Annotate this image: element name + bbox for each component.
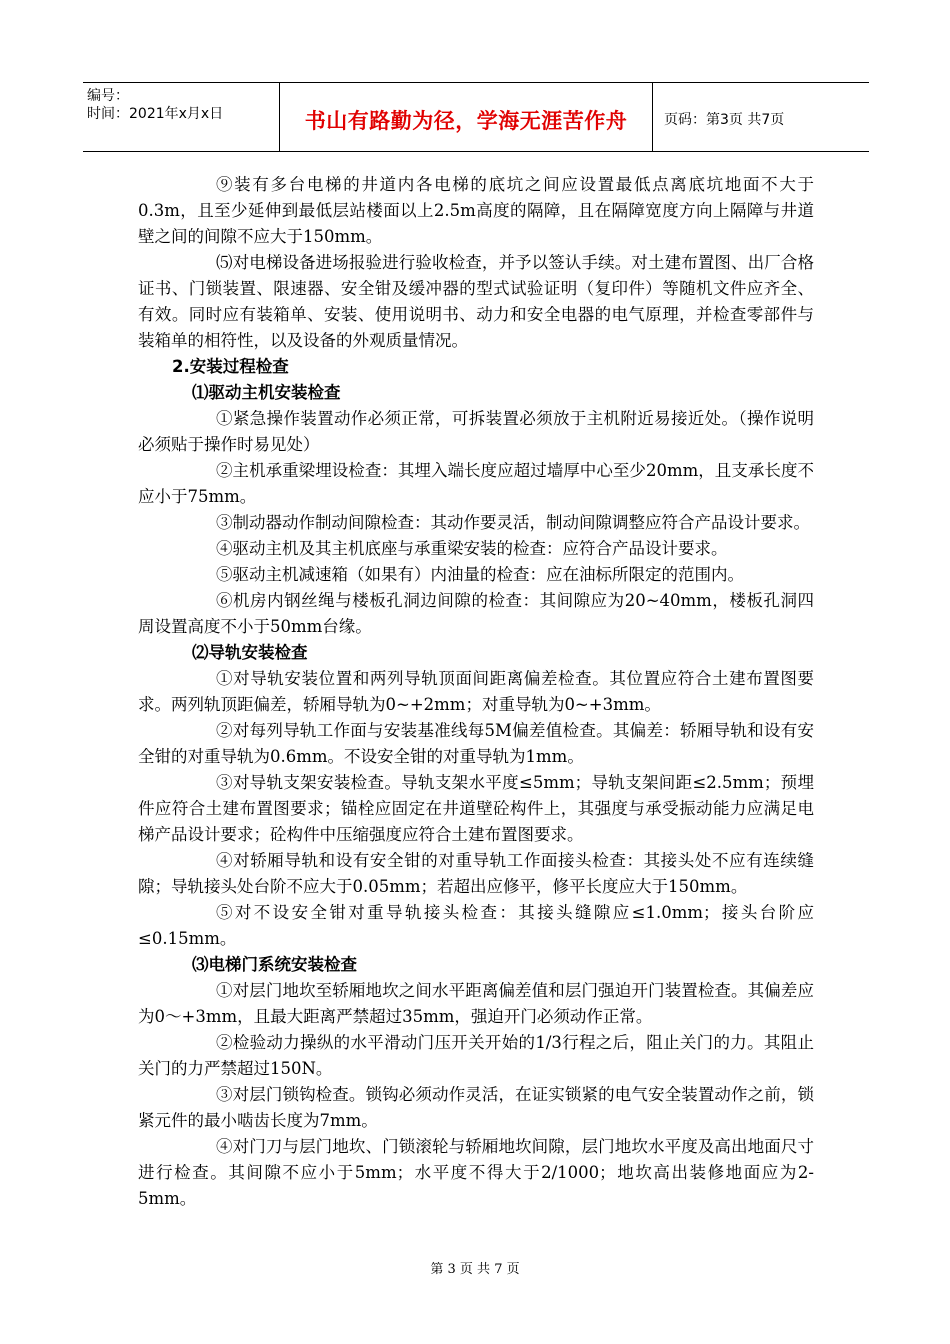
body-paragraph: ①对导轨安装位置和两列导轨顶面间距离偏差检查。其位置应符合土建布置图要求。两列轨顶距偏差，轿厢导轨为0~+2mm；对重导轨为0~+3mm。: [138, 669, 814, 714]
body-paragraph: ⑸对电梯设备进场报验进行验收检查，并予以签认手续。对土建布置图、出厂合格证书、门锁装置、限速器、安全钳及缓冲器的型式试验证明（复印件）等随机文件应齐全、有效。同时应有装箱单、安装、使用说明书、动力和安全电器的电气原理，并检查零部件与装箱单的相符性，以及设备的外观质量情况。: [138, 253, 814, 350]
body-paragraph: ④驱动主机及其主机底座与承重梁安装的检查：应符合产品设计要求。: [216, 539, 728, 558]
subsection-heading: ⑶电梯门系统安装检查: [192, 955, 357, 974]
body-paragraph: ②对每列导轨工作面与安装基准线每5M偏差值检查。其偏差：轿厢导轨和设有安全钳的对重导轨为0.6mm。不设安全钳的对重导轨为1mm。: [138, 721, 814, 766]
body-paragraph: ⑤驱动主机减速箱（如果有）内油量的检查：应在油标所限定的范围内。: [216, 565, 744, 584]
header-left-cell: [83, 83, 279, 151]
body-paragraph: ①对层门地坎至轿厢地坎之间水平距离偏差值和层门强迫开门装置检查。其偏差应为0～+3mm，且最大距离严禁超过35mm，强迫开门必须动作正常。: [138, 981, 814, 1026]
body-paragraph: ③制动器动作制动间隙检查：其动作要灵活，制动间隙调整应符合产品设计要求。: [216, 513, 810, 532]
body-paragraph: ①紧急操作装置动作必须正常，可拆装置必须放于主机附近易接近处。（操作说明必须贴于操作时易见处）: [138, 409, 814, 454]
page-header: [83, 82, 869, 152]
section-heading: 2.安装过程检查: [172, 357, 289, 376]
body-paragraph: ④对轿厢导轨和设有安全钳的对重导轨工作面接头检查：其接头处不应有连续缝隙；导轨接头处台阶不应大于0.05mm；若超出应修平，修平长度应大于150mm。: [138, 851, 814, 896]
body-paragraph: ②检验动力操纵的水平滑动门压开关开始的1/3行程之后，阻止关门的力。其阻止关门的力严禁超过150N。: [138, 1033, 814, 1078]
body-paragraph: ⑥机房内钢丝绳与楼板孔洞边间隙的检查：其间隙应为20~40mm，楼板孔洞四周设置高度不小于50mm台缘。: [138, 591, 814, 636]
document-date-label: 时间：2021年x月x日: [87, 106, 224, 122]
body-paragraph: ③对层门锁钩检查。锁钩必须动作灵活，在证实锁紧的电气安全装置动作之前，锁紧元件的最小啮齿长度为7mm。: [138, 1085, 814, 1130]
header-page-label: 页码：第3页 共7页: [664, 112, 785, 128]
document-body: [138, 172, 814, 1212]
body-paragraph: ③对导轨支架安装检查。导轨支架水平度≤5mm；导轨支架间距≤2.5mm；预埋件应符合土建布置图要求；锚栓应固定在井道壁砼构件上，其强度与承受振动能力应满足电梯产品设计要求；砼构件中压缩强度应符合土建布置图要求。: [138, 773, 814, 844]
body-paragraph: ④对门刀与层门地坎、门锁滚轮与轿厢地坎间隙，层门地坎水平度及高出地面尺寸进行检查。其间隙不应小于5mm；水平度不得大于2/1000；地坎高出装修地面应为2-5mm。: [138, 1137, 814, 1208]
subsection-heading: ⑵导轨安装检查: [192, 643, 308, 662]
page-footer: 第 3 页 共 7 页: [430, 1262, 520, 1277]
body-paragraph: ⑨装有多台电梯的井道内各电梯的底坑之间应设置最低点离底坑地面不大于0.3m，且至少延伸到最低层站楼面以上2.5m高度的隔障，且在隔障宽度方向上隔障与井道壁之间的间隙不应大于150mm。: [138, 175, 814, 246]
body-paragraph: ⑤对不设安全钳对重导轨接头检查：其接头缝隙应≤1.0mm；接头台阶应≤0.15mm。: [138, 903, 814, 948]
header-motto: 书山有路勤为径，学海无涯苦作舟: [304, 109, 628, 133]
header-right-cell: [652, 83, 869, 151]
document-number-label: 编号：: [87, 88, 129, 104]
header-middle-cell: [279, 83, 653, 151]
subsection-heading: ⑴驱动主机安装检查: [192, 383, 341, 402]
body-paragraph: ②主机承重梁埋设检查：其埋入端长度应超过墙厚中心至少20mm，且支承长度不应小于75mm。: [138, 461, 814, 506]
